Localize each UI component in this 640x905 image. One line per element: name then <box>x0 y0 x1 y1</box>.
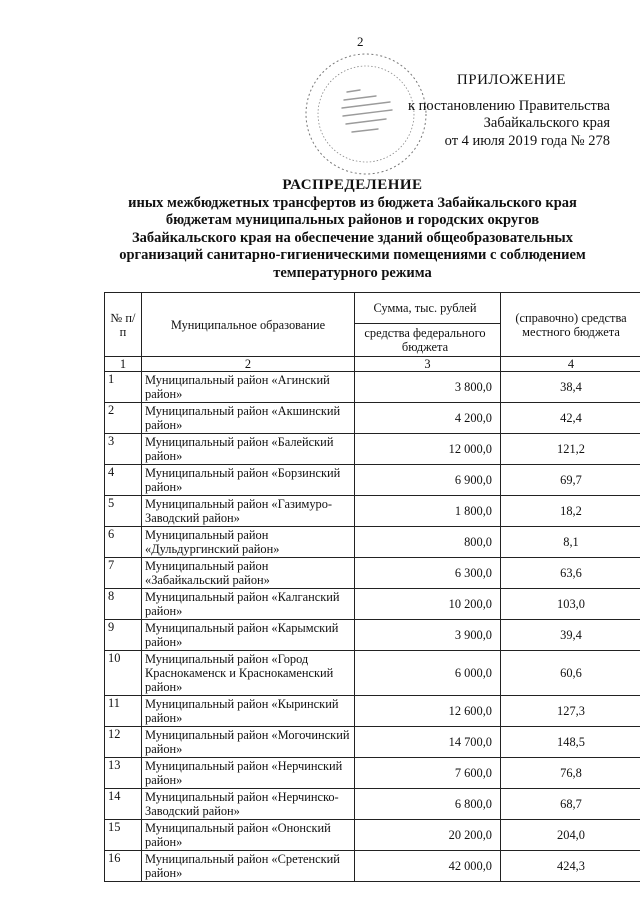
row-federal: 6 900,0 <box>355 465 501 496</box>
row-name: Муниципальный район «Карымский район» <box>142 620 355 651</box>
index-cell: 2 <box>142 357 355 372</box>
row-federal: 3 800,0 <box>355 372 501 403</box>
row-num: 16 <box>105 851 142 882</box>
row-num: 9 <box>105 620 142 651</box>
row-num: 2 <box>105 403 142 434</box>
table-row <box>105 727 640 758</box>
row-local: 424,3 <box>501 851 640 882</box>
row-federal: 6 300,0 <box>355 558 501 589</box>
row-federal: 20 200,0 <box>355 820 501 851</box>
row-local: 121,2 <box>501 434 640 465</box>
heading-line: температурного режима <box>273 264 432 281</box>
row-name: Муниципальный район «Калганский район» <box>142 589 355 620</box>
table-row <box>105 758 640 789</box>
row-local: 103,0 <box>501 589 640 620</box>
row-local: 39,4 <box>501 620 640 651</box>
header-federal: средства федерального бюджета <box>355 324 501 357</box>
row-federal: 7 600,0 <box>355 758 501 789</box>
row-name: Муниципальный район «Кыринский район» <box>142 696 355 727</box>
table-row <box>105 496 640 527</box>
row-num: 7 <box>105 558 142 589</box>
table-row <box>105 851 640 882</box>
row-federal: 6 000,0 <box>355 651 501 696</box>
row-num: 11 <box>105 696 142 727</box>
header-num: № п/п <box>105 293 142 357</box>
row-name: Муниципальный район «Борзинский район» <box>142 465 355 496</box>
row-name: Муниципальный район «Нерчинский район» <box>142 758 355 789</box>
row-local: 127,3 <box>501 696 640 727</box>
row-num: 14 <box>105 789 142 820</box>
table-row <box>105 434 640 465</box>
row-local: 42,4 <box>501 403 640 434</box>
row-local: 148,5 <box>501 727 640 758</box>
appendix-title: ПРИЛОЖЕНИЕ <box>456 72 566 88</box>
row-federal: 42 000,0 <box>355 851 501 882</box>
table-row <box>105 820 640 851</box>
row-num: 8 <box>105 589 142 620</box>
table-row <box>105 403 640 434</box>
table-row <box>105 789 640 820</box>
row-name: Муниципальный район «Агинский район» <box>142 372 355 403</box>
heading-title: РАСПРЕДЕЛЕНИЕ <box>282 177 423 193</box>
page-number: 2 <box>357 34 364 49</box>
row-federal: 6 800,0 <box>355 789 501 820</box>
row-name: Муниципальный район «Забайкальский район» <box>142 558 355 589</box>
appendix-line: Забайкальского края <box>483 115 610 131</box>
appendix-line: от 4 июля 2019 года № 278 <box>444 132 610 149</box>
row-federal: 10 200,0 <box>355 589 501 620</box>
row-num: 15 <box>105 820 142 851</box>
row-local: 18,2 <box>501 496 640 527</box>
heading-line: бюджетам муниципальных районов и городских округов <box>165 212 540 229</box>
row-num: 1 <box>105 372 142 403</box>
row-name: Муниципальный район «Могочинский район» <box>142 727 355 758</box>
table-row <box>105 558 640 589</box>
table-row <box>105 527 640 558</box>
heading-line: иных межбюджетных трансфертов из бюджета Забайкальского края <box>128 194 577 211</box>
table-row <box>105 589 640 620</box>
row-federal: 1 800,0 <box>355 496 501 527</box>
row-local: 68,7 <box>501 789 640 820</box>
row-local: 76,8 <box>501 758 640 789</box>
header-local: (справочно) средства местного бюджета <box>501 293 640 357</box>
document-heading <box>60 177 640 283</box>
row-local: 204,0 <box>501 820 640 851</box>
distribution-table <box>104 292 640 882</box>
appendix-block <box>408 72 610 150</box>
row-federal: 800,0 <box>355 527 501 558</box>
table-row <box>105 696 640 727</box>
row-num: 3 <box>105 434 142 465</box>
row-name: Муниципальный район «Ононский район» <box>142 820 355 851</box>
row-name: Муниципальный район «Газимуро-Заводский район» <box>142 496 355 527</box>
index-cell: 4 <box>501 357 640 372</box>
row-local: 8,1 <box>501 527 640 558</box>
table-row <box>105 651 640 696</box>
row-name: Муниципальный район «Дульдургинский район» <box>142 527 355 558</box>
appendix-line: к постановлению Правительства <box>408 97 610 114</box>
row-local: 60,6 <box>501 651 640 696</box>
row-federal: 3 900,0 <box>355 620 501 651</box>
table-row <box>105 372 640 403</box>
table-row <box>105 465 640 496</box>
row-num: 13 <box>105 758 142 789</box>
row-federal: 4 200,0 <box>355 403 501 434</box>
row-local: 63,6 <box>501 558 640 589</box>
header-sum: Сумма, тыс. рублей <box>355 293 501 324</box>
row-local: 38,4 <box>501 372 640 403</box>
row-num: 4 <box>105 465 142 496</box>
heading-line: Забайкальского края на обеспечение зданий общеобразовательных <box>131 229 573 246</box>
table-row <box>105 620 640 651</box>
index-cell: 3 <box>355 357 501 372</box>
row-federal: 14 700,0 <box>355 727 501 758</box>
row-name: Муниципальный район «Сретенский район» <box>142 851 355 882</box>
row-num: 12 <box>105 727 142 758</box>
header-name: Муниципальное образование <box>142 293 355 357</box>
row-num: 6 <box>105 527 142 558</box>
row-num: 5 <box>105 496 142 527</box>
row-local: 69,7 <box>501 465 640 496</box>
row-name: Муниципальный район «Балейский район» <box>142 434 355 465</box>
row-name: Муниципальный район «Город Краснокаменск и Краснокаменский район» <box>142 651 355 696</box>
row-name: Муниципальный район «Нерчинско-Заводский район» <box>142 789 355 820</box>
row-name: Муниципальный район «Акшинский район» <box>142 403 355 434</box>
row-federal: 12 600,0 <box>355 696 501 727</box>
row-num: 10 <box>105 651 142 696</box>
index-cell: 1 <box>105 357 142 372</box>
heading-line: организаций санитарно-гигиеническими помещениями с соблюдением <box>119 247 586 264</box>
row-federal: 12 000,0 <box>355 434 501 465</box>
